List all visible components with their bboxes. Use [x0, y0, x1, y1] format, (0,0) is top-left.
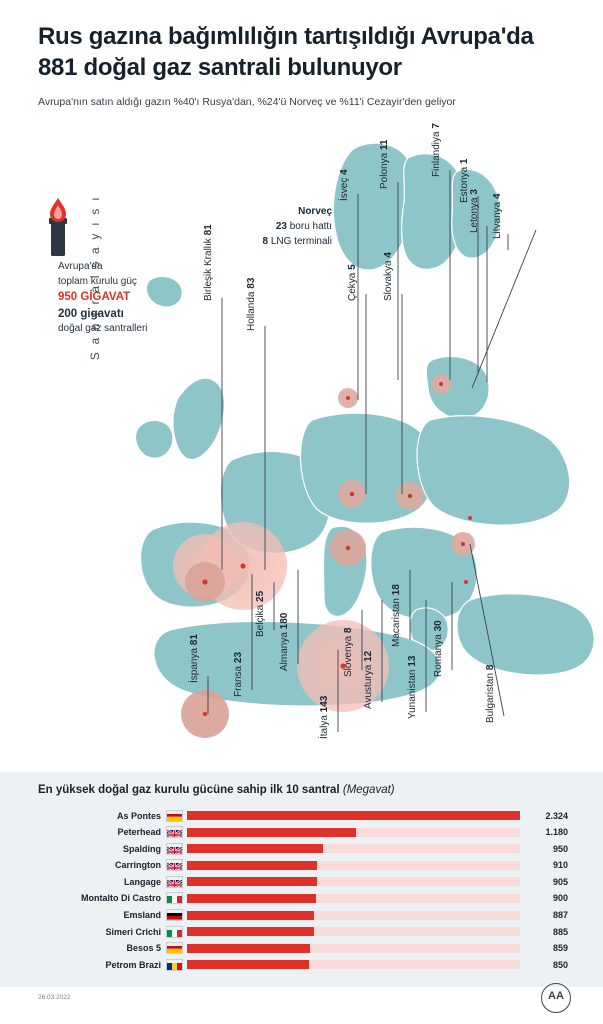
bar [187, 894, 316, 903]
country-value: 4 [492, 193, 503, 199]
map-label-bulgaristan [485, 665, 496, 723]
bar [187, 877, 317, 886]
plant-value: 1.180 [545, 827, 568, 838]
norway-lng-label: LNG terminali [270, 236, 332, 247]
chart-row [38, 825, 568, 840]
country-value: 4 [339, 169, 350, 175]
spain-flag [166, 810, 183, 822]
plant-name: As Pontes [116, 810, 161, 821]
country-value: 4 [383, 252, 394, 258]
germany-flag [166, 909, 183, 921]
plant-value: 850 [552, 959, 568, 970]
chart-title-text: En yüksek doğal gaz kurulu gücüne sahip ilk 10 santral [38, 784, 340, 796]
country-name: Slovenya [343, 635, 354, 677]
map-label-hollanda [246, 278, 257, 331]
plant-name: Spalding [123, 843, 161, 854]
country-value: 18 [391, 584, 402, 596]
uk-flag [166, 826, 183, 838]
country-name: Yunanistan [407, 669, 418, 719]
plant-value: 900 [552, 893, 568, 904]
country-value: 180 [279, 612, 290, 630]
plant-value: 950 [552, 843, 568, 854]
plant-value: 859 [552, 943, 568, 954]
country-name: Fransa [233, 665, 244, 697]
plant-value: 910 [552, 860, 568, 871]
map-label-finlandiya [431, 123, 442, 177]
bar-track [187, 944, 520, 953]
norway-pipeline-label: boru hattı [289, 221, 332, 232]
country-name: Almanya [279, 632, 290, 671]
country-value: 83 [246, 277, 257, 289]
chart-row [38, 874, 568, 889]
page-title: Rus gazına bağımlılığın tartışıldığı Avrupa'da 881 doğal gaz santrali bulunuyor [38, 23, 534, 81]
country-name: Macaristan [391, 598, 402, 647]
country-name: İsveç [339, 177, 350, 201]
plant-value: 905 [552, 876, 568, 887]
chart-title [38, 784, 395, 796]
legend-gas-power: 200 gigavatı [58, 307, 124, 320]
country-value: 143 [319, 695, 330, 713]
italy-flag [166, 926, 183, 938]
bar [187, 828, 356, 837]
plant-value: 885 [552, 926, 568, 937]
country-name: Estonya [459, 166, 470, 203]
aa-logo-text: AA [548, 990, 564, 1002]
bar-track [187, 960, 520, 969]
map-label-italya [319, 696, 330, 739]
bar [187, 944, 310, 953]
country-value: 25 [255, 590, 266, 602]
map-label-birlesik-krallik [203, 224, 214, 301]
country-name: İspanya [189, 647, 200, 683]
country-name: Litvanya [492, 201, 503, 239]
map-label-belcika [255, 591, 266, 637]
legend-line-3: doğal gaz santralleri [58, 323, 148, 335]
chart-row [38, 858, 568, 873]
plant-name: Carrington [115, 860, 161, 871]
country-name: Romanya [433, 634, 444, 677]
country-name: Bulgaristan [485, 672, 496, 723]
bar-track [187, 927, 520, 936]
bar [187, 960, 309, 969]
country-value: 81 [189, 634, 200, 646]
country-name: Birleşik Krallık [203, 238, 214, 301]
plant-name: Emsland [123, 910, 161, 921]
top-plants-chart [0, 772, 603, 987]
chart-rows [38, 808, 568, 974]
map-label-fransa [233, 652, 244, 697]
country-value: 12 [363, 650, 374, 662]
country-value: 81 [203, 224, 214, 236]
header [38, 22, 578, 111]
chart-row [38, 891, 568, 906]
country-name: Çekya [347, 272, 358, 301]
norway-lng-count: 8 [262, 236, 269, 247]
plant-name: Langage [123, 876, 161, 887]
bar [187, 911, 314, 920]
chart-title-unit: (Megavat) [342, 784, 395, 796]
map-label-ispanya [189, 634, 200, 683]
chart-row [38, 924, 568, 939]
country-name: Belçika [255, 604, 266, 637]
spain-flag [166, 942, 183, 954]
country-name: Finlandiya [431, 131, 442, 177]
country-value: 11 [379, 139, 390, 151]
country-name: Letonya [469, 197, 480, 233]
bar [187, 844, 323, 853]
plant-name: Petrom Brazi [105, 959, 161, 970]
map-label-letonya [469, 189, 480, 233]
country-value: 23 [233, 651, 244, 664]
bar-track [187, 877, 520, 886]
country-value: 8 [343, 627, 354, 634]
italy-flag [166, 892, 183, 904]
plant-value: 887 [552, 910, 568, 921]
country-name: Hollanda [246, 291, 257, 331]
map-label-cekya [347, 264, 358, 301]
country-name: Slovakya [383, 260, 394, 301]
map-label-avusturya [363, 651, 374, 709]
country-value: 1 [459, 158, 470, 165]
bar-track [187, 911, 520, 920]
aa-logo [541, 983, 571, 1013]
bar [187, 861, 317, 870]
uk-flag [166, 859, 183, 871]
country-value: 30 [433, 620, 444, 632]
chart-row [38, 957, 568, 972]
bar-track [187, 811, 520, 820]
uk-flag [166, 843, 183, 855]
country-value: 5 [347, 264, 358, 270]
plant-name: Simeri Crichi [105, 926, 161, 937]
country-value: 7 [431, 123, 442, 129]
map-label-slovakya [383, 252, 394, 301]
country-value: 8 [485, 664, 496, 671]
legend-total-power: 950 GİGAVAT [58, 291, 131, 303]
chart-row [38, 907, 568, 922]
norway-pipelines [222, 219, 332, 234]
plant-value: 2.324 [545, 810, 568, 821]
footer-date: 26.03.2022 [38, 994, 71, 1001]
plant-name: Peterhead [117, 827, 161, 838]
uk-flag [166, 876, 183, 888]
europe-map [0, 123, 603, 770]
map-label-polonya [379, 140, 390, 190]
bar [187, 811, 520, 820]
chart-row [38, 841, 568, 856]
map-label-isvec [339, 169, 350, 201]
map-label-macaristan [391, 584, 402, 647]
map-label-slovenya [343, 628, 354, 677]
axis-label-plant-count: S a n t r a l s a y ı s ı [90, 195, 102, 360]
plant-name: Besos 5 [126, 943, 161, 954]
legend-line-2: toplam kurulu güç [58, 275, 137, 287]
bar-track [187, 828, 520, 837]
country-name: Avusturya [363, 664, 374, 709]
map-label-litvanya [492, 193, 503, 239]
bar-track [187, 844, 520, 853]
map-label-yunanistan [407, 656, 418, 719]
country-name: İtalya [319, 715, 330, 739]
bar [187, 927, 314, 936]
norway-lng [222, 234, 332, 249]
country-value: 3 [469, 189, 480, 195]
norway-label: Norveç [298, 206, 332, 217]
chart-row [38, 808, 568, 823]
country-value: 13 [407, 655, 418, 667]
romania-flag [166, 959, 183, 971]
norway-note [222, 204, 332, 249]
country-name: Polonya [379, 152, 390, 189]
page-subtitle: Avrupa'nın satın aldığı gazın %40'ı Rusya'dan, %24'ü Norveç ve %11'i Cezayir'den geliyor [38, 96, 456, 109]
norway-pipeline-count: 23 [275, 221, 287, 232]
map-label-almanya [279, 613, 290, 671]
map-label-romanya [433, 620, 444, 677]
bar-track [187, 894, 520, 903]
legend-line-1: Avrupa'da [58, 261, 103, 272]
plant-name: Montalto Di Castro [81, 893, 161, 904]
chart-row [38, 941, 568, 956]
bar-track [187, 861, 520, 870]
